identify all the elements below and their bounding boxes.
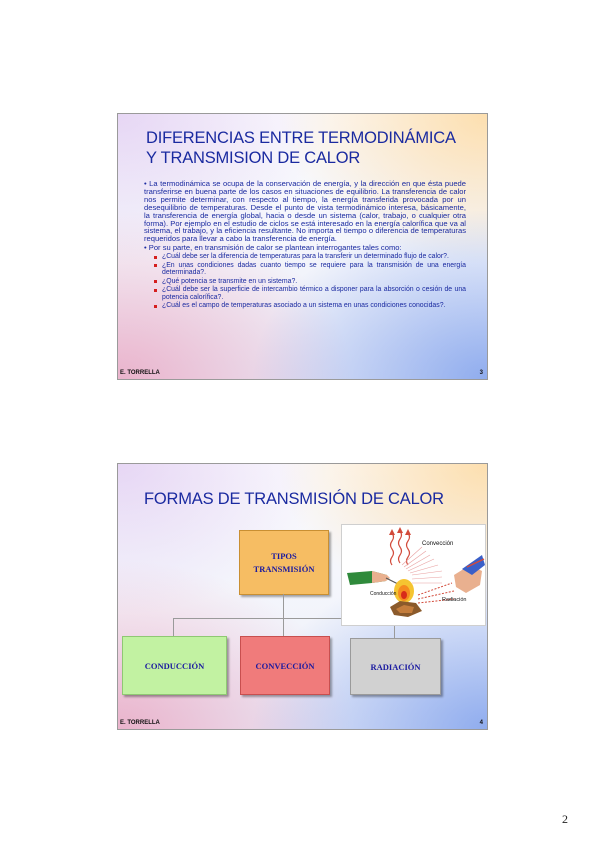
tipos-transmision-line-2: TRANSMISIÓN	[253, 563, 315, 574]
left-hand-icon	[347, 571, 404, 587]
slide-3-footer-author: E. TORRELLA	[120, 370, 160, 376]
page-number: 2	[562, 812, 568, 826]
radiation-box: RADIACIÓN	[350, 638, 441, 695]
right-hand-icon	[454, 555, 485, 593]
slide-4-title: FORMAS DE TRANSMISIÓN DE CALOR	[144, 490, 444, 508]
connector-vertical-main	[283, 594, 284, 618]
slide-3-number: 3	[479, 370, 483, 376]
slide-3-paragraph-1: • La termodinámica se ocupa de la conservación de energía, y la dirección en que ésta puede transferirse en buena parte de los casos en situaciones de equilibrio. La transferencia de calor nos permite determinar, con respecto al tiempo, la energía transferida provocada por un desequilibrio de temperaturas. Desde el punto de vista termodinámico interesa, básicamente, la transferencia de energía global, hacia o desde un sistema (calor, trabajo, o cualquier otra forma). Por ejemplo en el estudio de ciclos se está interesado en la energía calorífica que va al sistema, el trabajo, y la eficiencia resultante. No importa el tiempo o diferencia de temperaturas requeridos para llevar a cabo la transferencia de energía.	[144, 179, 466, 244]
convection-arrowheads-icon	[389, 527, 411, 535]
slide-3-body	[144, 180, 466, 311]
question-list	[144, 253, 466, 309]
convection-label: Convección	[422, 541, 454, 547]
slide-4	[117, 463, 488, 730]
connector-to-conduction	[173, 618, 174, 636]
slide-3-paragraph-2: • Por su parte, en transmisión de calor se plantean interrogantes tales como:	[144, 243, 402, 253]
heat-transfer-illustration-svg	[342, 525, 485, 625]
tipos-transmision-line-1: TIPOS	[271, 550, 297, 561]
connector-to-convection	[283, 618, 284, 636]
slide-4-number: 4	[479, 720, 483, 726]
question-item: ¿Cuál debe ser la diferencia de temperaturas para la transferir un determinado flujo de calor?.	[156, 253, 466, 260]
question-item: ¿Qué potencia se transmite en un sistema?.	[156, 278, 466, 285]
question-item: ¿Cuál es el campo de temperaturas asociado a un sistema en unas condiciones conocidas?.	[156, 302, 466, 309]
slide-3-title-line-1: DIFERENCIAS ENTRE TERMODINÁMICA	[146, 129, 456, 147]
heat-transfer-illustration	[341, 524, 486, 626]
question-item: ¿En unas condiciones dadas cuanto tiempo se requiere para la transmisión de una energía determinada?.	[156, 262, 466, 276]
radiation-label: Radiación	[442, 597, 467, 603]
fire-icon	[390, 579, 422, 617]
tipos-transmision-box	[239, 530, 329, 595]
slide-3	[117, 113, 488, 380]
slide-4-footer-author: E. TORRELLA	[120, 720, 160, 726]
conduction-box: CONDUCCIÓN	[122, 636, 227, 695]
convection-waves-icon	[391, 531, 410, 565]
question-item: ¿Cuál debe ser la superficie de intercambio térmico a disponer para la absorción o cesión de una potencia calorífica?.	[156, 286, 466, 300]
slide-3-title-line-2: Y TRANSMISION DE CALOR	[146, 149, 361, 167]
convection-box: CONVECCIÓN	[240, 636, 330, 695]
conduction-label: Conducción	[370, 591, 397, 597]
slide-3-title	[146, 128, 456, 168]
